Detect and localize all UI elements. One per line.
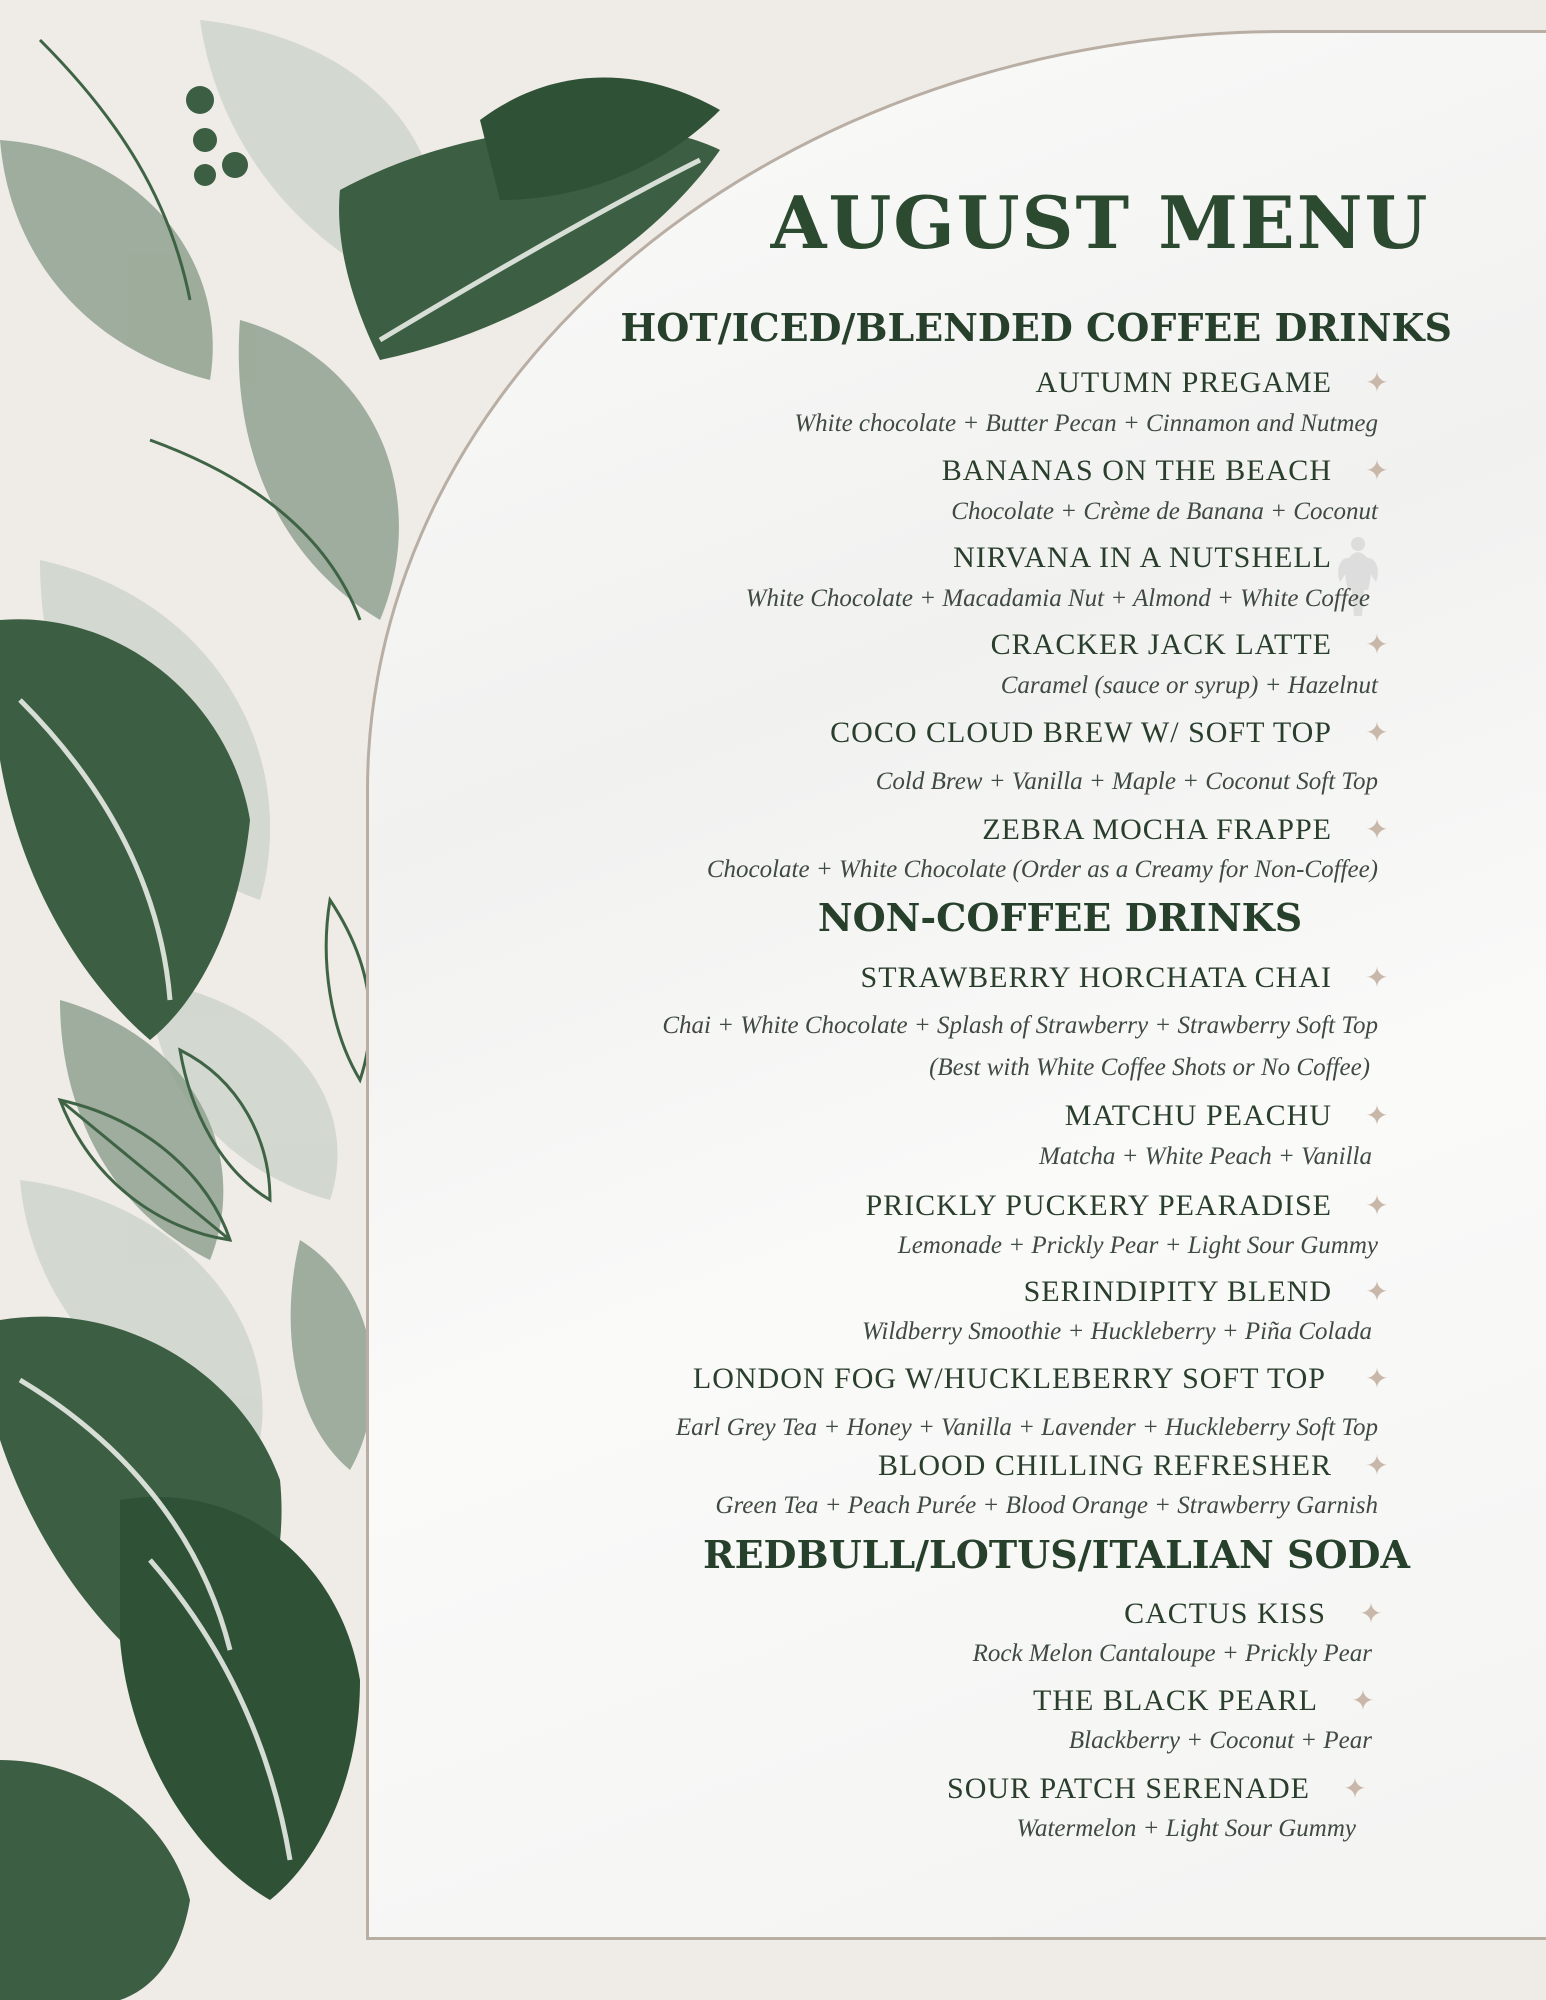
menu-item-description: White chocolate + Butter Pecan + Cinnamon and Nutmeg bbox=[794, 410, 1378, 437]
menu-item-name: STRAWBERRY HORCHATA CHAI bbox=[860, 961, 1332, 994]
menu-item-description: Wildberry Smoothie + Huckleberry + Piña Colada bbox=[861, 1318, 1372, 1345]
menu-item-description: Green Tea + Peach Purée + Blood Orange + Strawberry Garnish bbox=[715, 1492, 1378, 1519]
four-point-star-icon: ✦ bbox=[1365, 1362, 1389, 1395]
four-point-star-icon: ✦ bbox=[1359, 1597, 1383, 1630]
menu-item-name: ZEBRA MOCHA FRAPPE bbox=[982, 813, 1332, 846]
menu-item-name: PRICKLY PUCKERY PEARADISE bbox=[865, 1189, 1332, 1222]
menu-item-name: COCO CLOUD BREW W/ SOFT TOP bbox=[830, 716, 1332, 749]
menu-item-name: NIRVANA IN A NUTSHELL bbox=[953, 541, 1332, 574]
four-point-star-icon: ✦ bbox=[1365, 716, 1389, 749]
section-heading-soda: REDBULL/LOTUS/ITALIAN SODA bbox=[702, 1532, 1410, 1577]
menu-item-note: (Best with White Coffee Shots or No Coffee) bbox=[929, 1054, 1370, 1081]
menu-title: AUGUST MENU bbox=[770, 180, 1430, 265]
menu-item-name: AUTUMN PREGAME bbox=[1035, 366, 1332, 399]
four-point-star-icon: ✦ bbox=[1365, 813, 1389, 846]
four-point-star-icon: ✦ bbox=[1365, 366, 1389, 399]
four-point-star-icon: ✦ bbox=[1365, 1099, 1389, 1132]
menu-item-name: CRACKER JACK LATTE bbox=[990, 628, 1332, 661]
menu-item-name: MATCHU PEACHU bbox=[1064, 1099, 1332, 1132]
menu-item-description: Earl Grey Tea + Honey + Vanilla + Lavender + Huckleberry Soft Top bbox=[675, 1414, 1378, 1441]
four-point-star-icon: ✦ bbox=[1351, 1684, 1375, 1717]
menu-item-description: Matcha + White Peach + Vanilla bbox=[1039, 1143, 1372, 1170]
menu-item-description: Chai + White Chocolate + Splash of Strawberry + Strawberry Soft Top bbox=[662, 1012, 1378, 1039]
menu-item-description: Chocolate + White Chocolate (Order as a Creamy for Non-Coffee) bbox=[706, 856, 1378, 883]
menu-item-name: THE BLACK PEARL bbox=[1033, 1684, 1318, 1717]
menu-item-name: BANANAS ON THE BEACH bbox=[941, 454, 1332, 487]
menu-item-description: White Chocolate + Macadamia Nut + Almond + White Coffee bbox=[745, 585, 1370, 612]
four-point-star-icon: ✦ bbox=[1343, 1772, 1367, 1805]
menu-item-description: Chocolate + Crème de Banana + Coconut bbox=[951, 498, 1378, 525]
menu-item-name: CACTUS KISS bbox=[1124, 1597, 1326, 1630]
menu-item-description: Blackberry + Coconut + Pear bbox=[1068, 1727, 1372, 1754]
four-point-star-icon: ✦ bbox=[1365, 454, 1389, 487]
menu-item-description: Rock Melon Cantaloupe + Prickly Pear bbox=[972, 1640, 1372, 1667]
four-point-star-icon: ✦ bbox=[1365, 1189, 1389, 1222]
section-heading-non-coffee: NON-COFFEE DRINKS bbox=[817, 895, 1303, 940]
menu-item-name: LONDON FOG W/HUCKLEBERRY SOFT TOP bbox=[692, 1362, 1326, 1395]
menu-item-description: Watermelon + Light Sour Gummy bbox=[1016, 1815, 1356, 1842]
section-heading-coffee: HOT/ICED/BLENDED COFFEE DRINKS bbox=[620, 305, 1452, 350]
four-point-star-icon: ✦ bbox=[1365, 628, 1389, 661]
four-point-star-icon: ✦ bbox=[1365, 1275, 1389, 1308]
menu-item-description: Caramel (sauce or syrup) + Hazelnut bbox=[1000, 672, 1378, 699]
menu-item-description: Lemonade + Prickly Pear + Light Sour Gummy bbox=[897, 1232, 1378, 1259]
menu-item-name: SOUR PATCH SERENADE bbox=[947, 1772, 1310, 1805]
menu-item-name: SERINDIPITY BLEND bbox=[1023, 1275, 1332, 1308]
menu-item-description: Cold Brew + Vanilla + Maple + Coconut Soft Top bbox=[875, 768, 1378, 795]
four-point-star-icon: ✦ bbox=[1365, 1449, 1389, 1482]
menu-item-name: BLOOD CHILLING REFRESHER bbox=[877, 1449, 1332, 1482]
four-point-star-icon: ✦ bbox=[1365, 961, 1389, 994]
